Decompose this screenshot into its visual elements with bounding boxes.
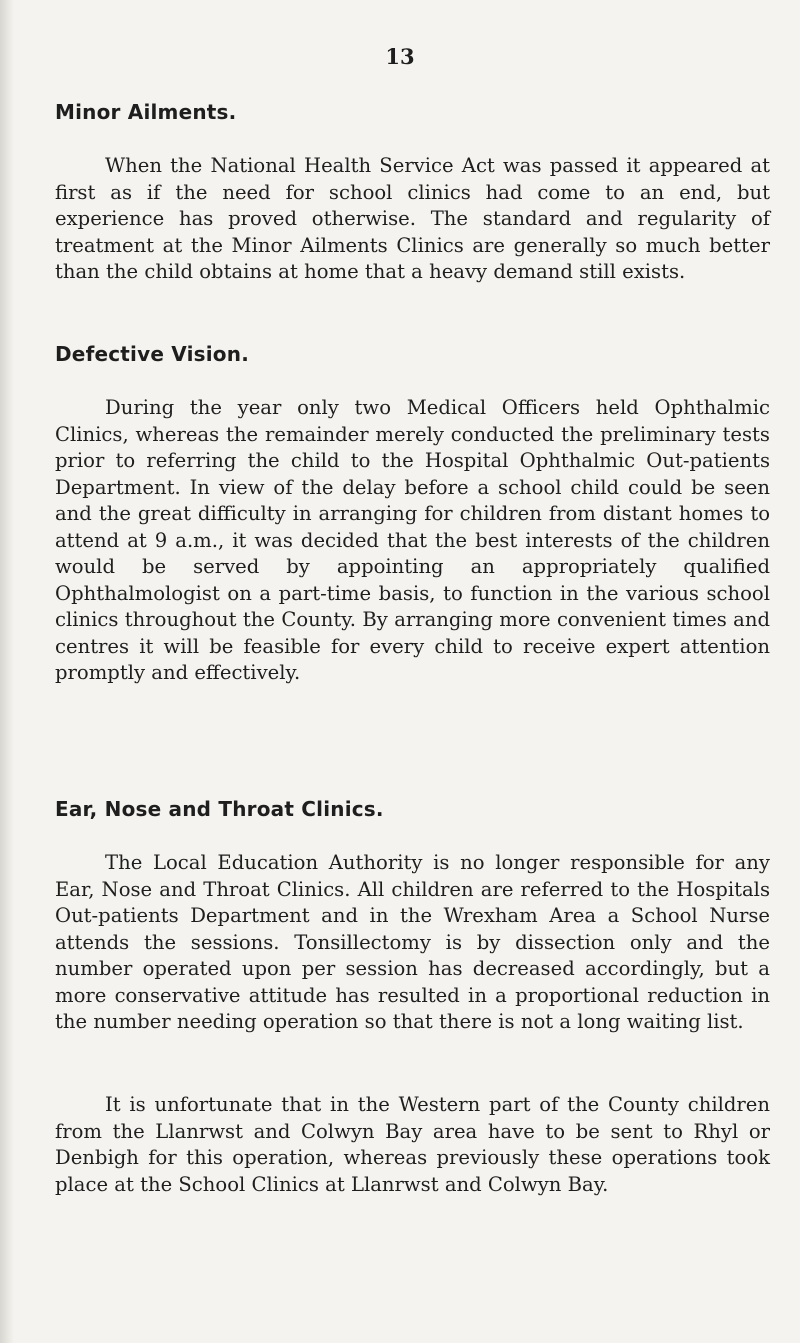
heading-defective-vision: Defective Vision. <box>55 342 249 366</box>
section-ent-clinics-body-2 <box>55 1092 770 1198</box>
section-ent-clinics-body <box>55 850 770 1036</box>
heading-ent-clinics: Ear, Nose and Throat Clinics. <box>55 797 384 821</box>
section-minor-ailments-body <box>55 153 770 286</box>
page-number: 13 <box>385 44 415 69</box>
page-edge-shadow <box>0 0 14 1343</box>
paragraph-defective-vision-1: During the year only two Medical Officers held Ophthalmic Clinics, whereas the remainder merely conducted the preliminary tests prior to referring the child to the Hospital Ophthalmic Out-patients Department. In view of the delay before a school child could be seen and the great difficulty in arranging for children from distant homes to attend at 9 a.m., it was decided that the best interests of the children would be served by appointing an appropriately qualified Ophthalmologist on a part-time basis, to function in the various school clinics throughout the County. By arranging more convenient times and centres it will be feasible for every child to receive expert attention promptly and effectively. <box>55 396 770 684</box>
section-defective-vision-body <box>55 395 770 687</box>
paragraph-minor-ailments-1: When the National Health Service Act was passed it appeared at first as if the need for school clinics had come to an end, but experience has proved otherwise. The standard and regularity of treatment at the Minor Ailments Clinics are generally so much better than the child obtains at home that a heavy demand still exists. <box>55 154 770 283</box>
paragraph-ent-clinics-1: The Local Education Authority is no longer responsible for any Ear, Nose and Throat Clinics. All children are referred to the Hospitals Out-patients Department and in the Wrexham Area a School Nurse attends the sessions. Tonsillectomy is by dissection only and the number operated upon per session has decreased accordingly, but a more conservative attitude has resulted in a proportional reduction in the number needing operation so that there is not a long waiting list. <box>55 851 770 1033</box>
paragraph-ent-clinics-2: It is unfortunate that in the Western part of the County children from the Llanrwst and Colwyn Bay area have to be sent to Rhyl or Denbigh for this operation, whereas previously these operations took place at the School Clinics at Llanrwst and Colwyn Bay. <box>55 1093 770 1196</box>
heading-minor-ailments: Minor Ailments. <box>55 100 237 124</box>
